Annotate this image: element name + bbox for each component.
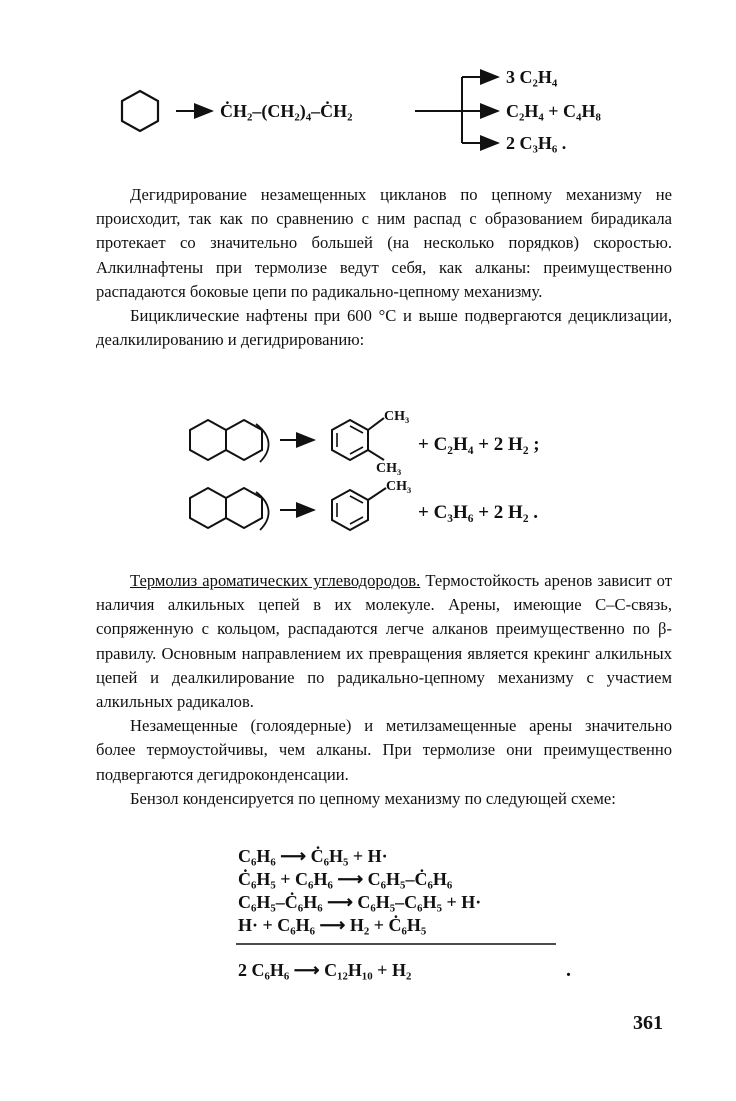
methyl-label: CH₃: [384, 409, 410, 424]
scheme-line: C₆H₆ ⟶ Ċ₆H₅ + H·: [238, 846, 388, 866]
scheme-line: C₆H₅–Ċ₆H₆ ⟶ C₆H₅–C₆H₅ + H·: [238, 892, 482, 912]
paragraph: Незамещенные (голоядерные) и метилзамещенные арены значительно более термоустойчивы, чем алканы. При термолизе они преимущественно подвергаются дегидроконденсации.: [96, 716, 672, 784]
paragraph-body: Термостойкость аренов зависит от наличия алкильных цепей в их молекуле. Арены, имеющие С–С-связь, сопряженную с кольцом, распадаются легче алканов преимущественно по β-правилу. Основным направлением их превращения является крекинг алкильных цепей и деалкилирование по радикально-цепному механизму с участием алкильных радикалов.: [96, 571, 672, 712]
trailing-dot: .: [566, 959, 571, 981]
scheme-line: H· + C₆H₆ ⟶ H₂ + Ċ₆H₅: [238, 915, 427, 935]
paragraph: Бензол конденсируется по цепному механизму по следующей схеме:: [130, 788, 616, 808]
paragraph: Дегидрирование незамещенных цикланов по цепному механизму не происходит, так как по сравнению с ним распад с образованием бирадикала протекает со значительно большей (на несколько порядков) скоростью. Алкилнафтены при термолизе ведут себя, как алканы: преимущественно распадаются боковые цепи по радикально-цепному механизму.: [96, 185, 672, 301]
section-heading: Термолиз ароматических углеводородов.: [130, 571, 421, 590]
products-line-2: + C₃H₆ + 2 H₂ .: [418, 502, 539, 523]
page-number: 361: [633, 1012, 663, 1034]
benzene-condensation-scheme: [228, 840, 588, 990]
cyclohexane-ring: [122, 91, 158, 131]
scheme-line: Ċ₆H₅ + C₆H₆ ⟶ C₆H₅–Ċ₆H₆: [238, 869, 453, 889]
text-section-1: [96, 183, 672, 352]
bicyclic-naphthene-scheme: [180, 400, 600, 540]
overall-reaction: 2 C₆H₆ ⟶ C₁₂H₁₀ + H₂: [238, 960, 412, 980]
biradical-formula: ĊH₂–(CH₂)₄–ĊH₂: [220, 101, 353, 121]
products-line-1: + C₂H₄ + 2 H₂ ;: [418, 434, 540, 455]
methyl-label: CH₃: [376, 461, 402, 476]
text-section-2: [96, 569, 672, 811]
decalin-structure: [190, 488, 269, 530]
decalin-structure: [190, 420, 269, 462]
product-2: C₂H₄ + C₄H₈: [506, 101, 601, 121]
methyl-label: CH₃: [386, 479, 412, 494]
toluene-structure: [332, 488, 386, 530]
product-3: 2 C₃H₆ .: [506, 133, 567, 153]
cyclohexane-decomposition-scheme: [100, 55, 660, 165]
xylene-structure: [332, 418, 384, 460]
paragraph: Бициклические нафтены при 600 °С и выше подвергаются дециклизации, деалкилированию и дегидрированию:: [96, 306, 672, 350]
product-1: 3 C₂H₄: [506, 67, 558, 87]
paragraph: [96, 569, 672, 714]
